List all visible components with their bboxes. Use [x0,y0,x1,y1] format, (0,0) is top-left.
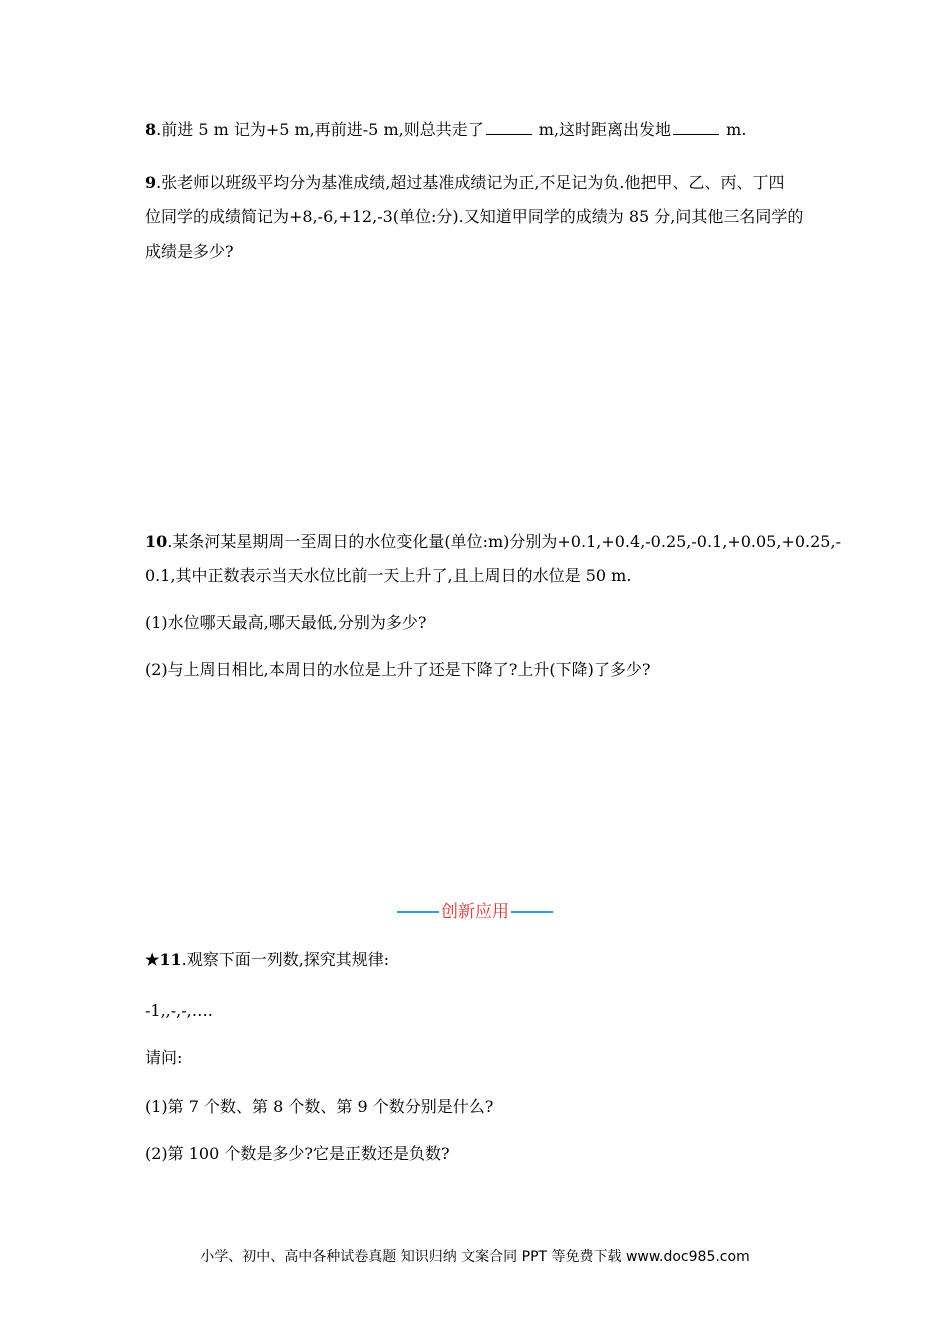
page-footer: 小学、初中、高中各种试卷真题 知识归纳 文案合同 PPT 等免费下载 www.doc985.com [200,1249,750,1265]
question-number: 10 [145,532,168,551]
heading-rule-left [397,911,439,913]
question-10-line-2: 0.1,其中正数表示当天水位比前一天上升了,且上周日的水位是 50 m. [145,566,632,585]
question-11 [145,950,389,970]
question-text: .观察下面一列数,探究其规律: [181,950,390,969]
question-10-part-2: (2)与上周日相比,本周日的水位是上升了还是下降了?上升(下降)了多少? [145,660,651,679]
question-9-line-3: 成绩是多少? [145,242,234,261]
question-9-line-1 [145,173,785,193]
question-text: m. [721,120,747,139]
answer-blank [673,120,719,135]
question-number: 9 [145,173,157,192]
question-10-part-1: (1)水位哪天最高,哪天最低,分别为多少? [145,613,427,632]
heading-rule-right [511,911,553,913]
section-heading [0,900,950,923]
question-text: .前进 5 m 记为+5 m,再前进-5 m,则总共走了 [156,120,484,139]
question-11-ask: 请问: [145,1048,183,1067]
star-icon: ★ [145,950,160,969]
question-11-part-2: (2)第 100 个数是多少?它是正数还是负数? [145,1144,450,1163]
question-number: 8 [145,120,157,139]
question-9-line-2: 位同学的成绩简记为+8,-6,+12,-3(单位:分).又知道甲同学的成绩为 85 分,问其他三名同学的 [145,207,804,226]
question-number: 11 [159,950,182,969]
answer-blank [486,120,532,135]
question-11-part-1: (1)第 7 个数、第 8 个数、第 9 个数分别是什么? [145,1097,494,1116]
question-text: .张老师以班级平均分为基准成绩,超过基准成绩记为正,不足记为负.他把甲、乙、丙、丁四 [156,173,785,192]
number-sequence: -1,,-,-,…. [145,1001,213,1020]
question-10-line-1 [145,532,841,552]
question-8 [145,120,746,140]
question-text: .某条河某星期周一至周日的水位变化量(单位:m)分别为+0.1,+0.4,-0.25,-0.1,+0.05,+0.25,- [167,532,841,551]
question-text: m,这时距离出发地 [533,120,672,139]
section-title: 创新应用 [441,901,509,922]
